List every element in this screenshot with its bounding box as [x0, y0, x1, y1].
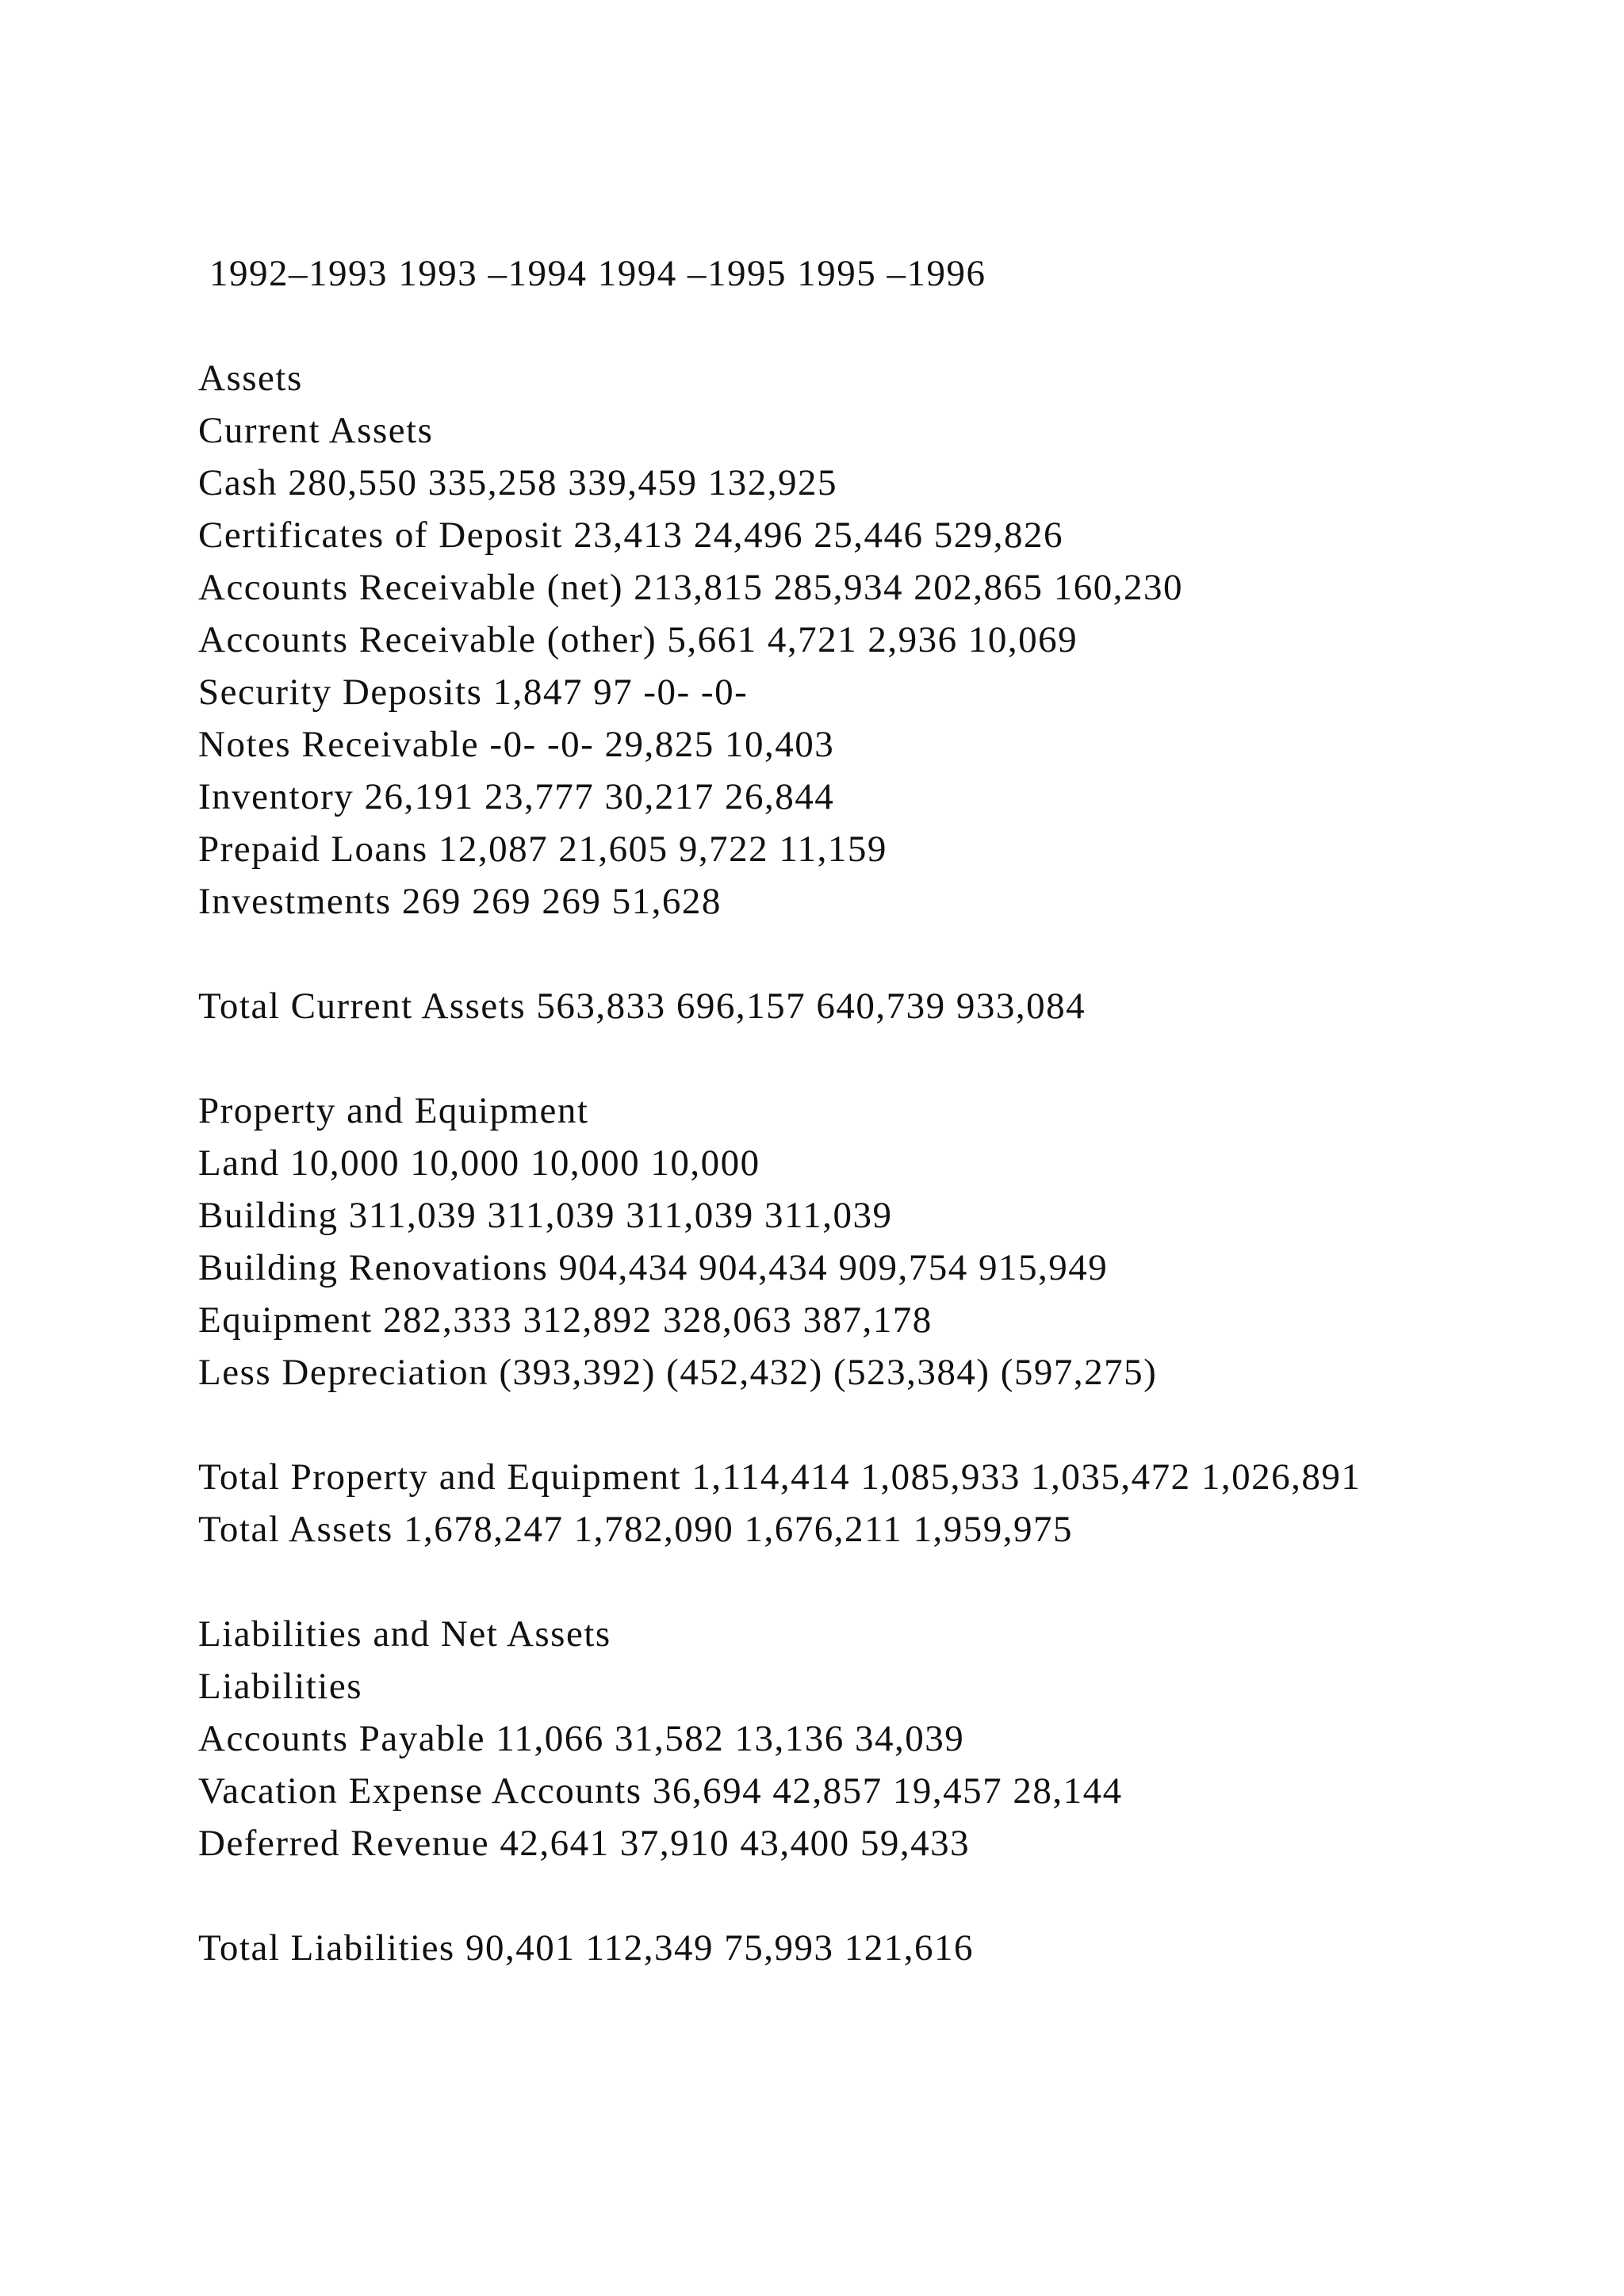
liabilities-net-assets-heading: Liabilities and Net Assets: [198, 1613, 611, 1655]
total-liabilities: Total Liabilities 90,401 112,349 75,993 121,616: [198, 1927, 974, 1969]
asset-row-receivable-other: Accounts Receivable (other) 5,661 4,721 2,936 10,069: [198, 619, 1078, 660]
asset-row-cash: Cash 280,550 335,258 339,459 132,925: [198, 462, 837, 503]
property-row-renovations: Building Renovations 904,434 904,434 909,754 915,949: [198, 1247, 1109, 1288]
total-property-equipment: Total Property and Equipment 1,114,414 1,085,933 1,035,472 1,026,891: [198, 1456, 1362, 1498]
property-heading: Property and Equipment: [198, 1090, 589, 1131]
spacer: [198, 1556, 1546, 1608]
spacer: [198, 1399, 1546, 1451]
spacer: [198, 1869, 1546, 1922]
spacer: [198, 1032, 1546, 1085]
property-row-building: Building 311,039 311,039 311,039 311,039: [198, 1195, 893, 1236]
property-row-depreciation: Less Depreciation (393,392) (452,432) (523,384) (597,275): [198, 1352, 1158, 1393]
total-current-assets: Total Current Assets 563,833 696,157 640,739 933,084: [198, 985, 1086, 1027]
current-assets-heading: Current Assets: [198, 410, 434, 451]
property-row-equipment: Equipment 282,333 312,892 328,063 387,178: [198, 1299, 933, 1341]
spacer: [198, 300, 1546, 352]
spacer: [198, 928, 1546, 980]
asset-row-investments: Investments 269 269 269 51,628: [198, 881, 722, 922]
property-row-land: Land 10,000 10,000 10,000 10,000: [198, 1142, 760, 1184]
asset-row-notes-receivable: Notes Receivable -0- -0- 29,825 10,403: [198, 724, 835, 765]
asset-row-security-deposits: Security Deposits 1,847 97 -0- -0-: [198, 672, 749, 713]
asset-row-prepaid-loans: Prepaid Loans 12,087 21,605 9,722 11,159: [198, 828, 887, 870]
asset-row-receivable-net: Accounts Receivable (net) 213,815 285,934 202,865 160,230: [198, 567, 1184, 608]
asset-row-inventory: Inventory 26,191 23,777 30,217 26,844: [198, 776, 835, 817]
liability-row-vacation-expense: Vacation Expense Accounts 36,694 42,857 19,457 28,144: [198, 1770, 1123, 1812]
asset-row-certificates: Certificates of Deposit 23,413 24,496 25,446 529,826: [198, 515, 1063, 556]
balance-sheet-document: [198, 247, 1546, 1974]
liability-row-deferred-revenue: Deferred Revenue 42,641 37,910 43,400 59,433: [198, 1823, 971, 1864]
liability-row-accounts-payable: Accounts Payable 11,066 31,582 13,136 34,039: [198, 1718, 965, 1759]
assets-heading: Assets: [198, 358, 303, 399]
total-assets: Total Assets 1,678,247 1,782,090 1,676,211 1,959,975: [198, 1509, 1074, 1550]
liabilities-subheading: Liabilities: [198, 1666, 363, 1707]
year-column-header: 1992–1993 1993 –1994 1994 –1995 1995 –1996: [209, 253, 986, 294]
